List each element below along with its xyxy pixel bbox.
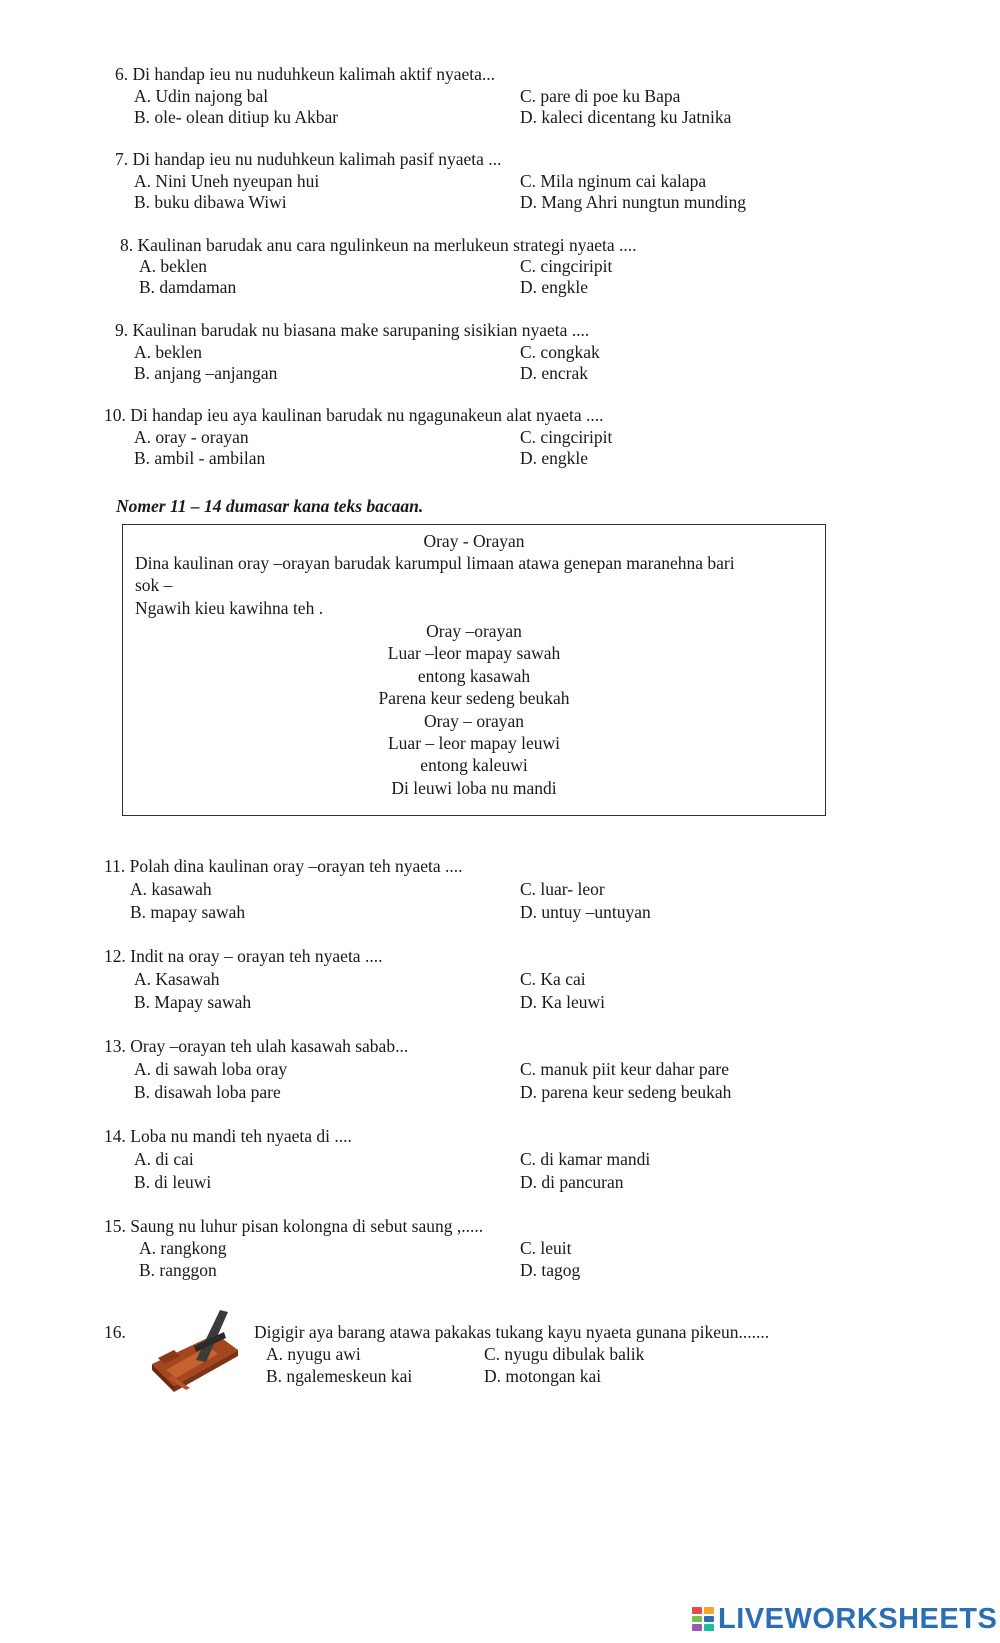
question-stem: 7. Di handap ieu nu nuduhkeun kalimah pasif nyaeta ...: [115, 149, 502, 169]
section-title: Nomer 11 – 14 dumasar kana teks bacaan.: [116, 496, 424, 516]
reading-line: sok –: [135, 575, 173, 595]
option-d[interactable]: D. untuy –untuyan: [520, 902, 651, 922]
option-b[interactable]: B. di leuwi: [134, 1172, 212, 1192]
song-line: Parena keur sedeng beukah: [378, 688, 570, 708]
option-b[interactable]: B. buku dibawa Wiwi: [134, 192, 287, 212]
option-a[interactable]: A. oray - orayan: [134, 427, 249, 447]
question-stem: 6. Di handap ieu nu nuduhkeun kalimah aktif nyaeta...: [115, 64, 496, 84]
option-a[interactable]: A. Udin najong bal: [134, 86, 269, 106]
question-stem: 10. Di handap ieu aya kaulinan barudak nu ngagunakeun alat nyaeta ....: [104, 405, 604, 425]
question-stem: 14. Loba nu mandi teh nyaeta di ....: [104, 1126, 352, 1146]
question-number: 16.: [104, 1322, 126, 1342]
option-a[interactable]: A. di sawah loba oray: [134, 1059, 288, 1079]
option-c[interactable]: C. nyugu dibulak balik: [484, 1344, 645, 1364]
option-a[interactable]: A. di cai: [134, 1149, 194, 1169]
question-stem: Digigir aya barang atawa pakakas tukang kayu nyaeta gunana pikeun.......: [254, 1322, 770, 1342]
option-b[interactable]: B. ole- olean ditiup ku Akbar: [134, 107, 339, 127]
option-d[interactable]: D. Ka leuwi: [520, 992, 606, 1012]
option-c[interactable]: C. pare di poe ku Bapa: [520, 86, 681, 106]
option-a[interactable]: A. nyugu awi: [266, 1344, 361, 1364]
song-line: Luar –leor mapay sawah: [387, 643, 561, 663]
option-b[interactable]: B. mapay sawah: [130, 902, 246, 922]
song-line: Di leuwi loba nu mandi: [391, 778, 557, 798]
reading-line: Ngawih kieu kawihna teh .: [135, 598, 324, 618]
option-b[interactable]: B. ranggon: [139, 1260, 217, 1280]
reading-title: Oray - Orayan: [423, 531, 525, 551]
option-c[interactable]: C. Mila nginum cai kalapa: [520, 171, 707, 191]
reading-box: [122, 524, 826, 816]
option-d[interactable]: D. engkle: [520, 448, 589, 468]
option-c[interactable]: C. cingciripit: [520, 256, 613, 276]
option-a[interactable]: A. kasawah: [130, 879, 212, 899]
option-d[interactable]: D. tagog: [520, 1260, 581, 1280]
song-line: Oray – orayan: [423, 711, 525, 731]
song-line: Oray –orayan: [426, 621, 522, 641]
option-d[interactable]: D. kaleci dicentang ku Jatnika: [520, 107, 732, 127]
question-stem: 9. Kaulinan barudak nu biasana make sarupaning sisikian nyaeta ....: [115, 320, 590, 340]
option-d[interactable]: D. encrak: [520, 363, 589, 383]
option-c[interactable]: C. congkak: [520, 342, 600, 362]
question-stem: 13. Oray –orayan teh ulah kasawah sabab...: [104, 1036, 409, 1056]
option-c[interactable]: C. di kamar mandi: [520, 1149, 651, 1169]
question-stem: 15. Saung nu luhur pisan kolongna di sebut saung ,.....: [104, 1216, 484, 1236]
song-line: Luar – leor mapay leuwi: [387, 733, 561, 753]
option-a[interactable]: A. rangkong: [139, 1238, 227, 1258]
option-a[interactable]: A. Kasawah: [134, 969, 220, 989]
question-stem: 12. Indit na oray – orayan teh nyaeta ....: [104, 946, 383, 966]
option-a[interactable]: A. beklen: [134, 342, 203, 362]
song-line: entong kaleuwi: [420, 755, 528, 775]
option-b[interactable]: B. disawah loba pare: [134, 1082, 281, 1102]
option-d[interactable]: D. motongan kai: [484, 1366, 602, 1386]
song-line: entong kasawah: [417, 666, 531, 686]
option-b[interactable]: B. Mapay sawah: [134, 992, 252, 1012]
question-stem: 8. Kaulinan barudak anu cara ngulinkeun na merlukeun strategi nyaeta ....: [120, 235, 637, 255]
option-c[interactable]: C. cingciripit: [520, 427, 613, 447]
option-b[interactable]: B. ambil - ambilan: [134, 448, 266, 468]
brand-name: LIVEWORKSHEETS: [718, 1602, 998, 1635]
option-c[interactable]: C. manuk piit keur dahar pare: [520, 1059, 729, 1079]
option-d[interactable]: D. di pancuran: [520, 1172, 624, 1192]
logo-mark-icon: [692, 1607, 714, 1631]
option-b[interactable]: B. damdaman: [139, 277, 237, 297]
option-d[interactable]: D. Mang Ahri nungtun munding: [520, 192, 747, 212]
reading-line: Dina kaulinan oray –orayan barudak karumpul limaan atawa genepan maranehna bari: [135, 553, 735, 573]
option-c[interactable]: C. Ka cai: [520, 969, 586, 989]
option-b[interactable]: B. ngalemeskeun kai: [266, 1366, 413, 1386]
liveworksheets-logo: [692, 1602, 997, 1636]
option-d[interactable]: D. parena keur sedeng beukah: [520, 1082, 732, 1102]
option-b[interactable]: B. anjang –anjangan: [134, 363, 278, 383]
option-d[interactable]: D. engkle: [520, 277, 589, 297]
option-a[interactable]: A. Nini Uneh nyeupan hui: [134, 171, 320, 191]
question-stem: 11. Polah dina kaulinan oray –orayan teh nyaeta ....: [104, 856, 463, 876]
option-a[interactable]: A. beklen: [139, 256, 208, 276]
option-c[interactable]: C. leuit: [520, 1238, 572, 1258]
wood-plane-icon: [146, 1306, 246, 1398]
option-c[interactable]: C. luar- leor: [520, 879, 605, 899]
